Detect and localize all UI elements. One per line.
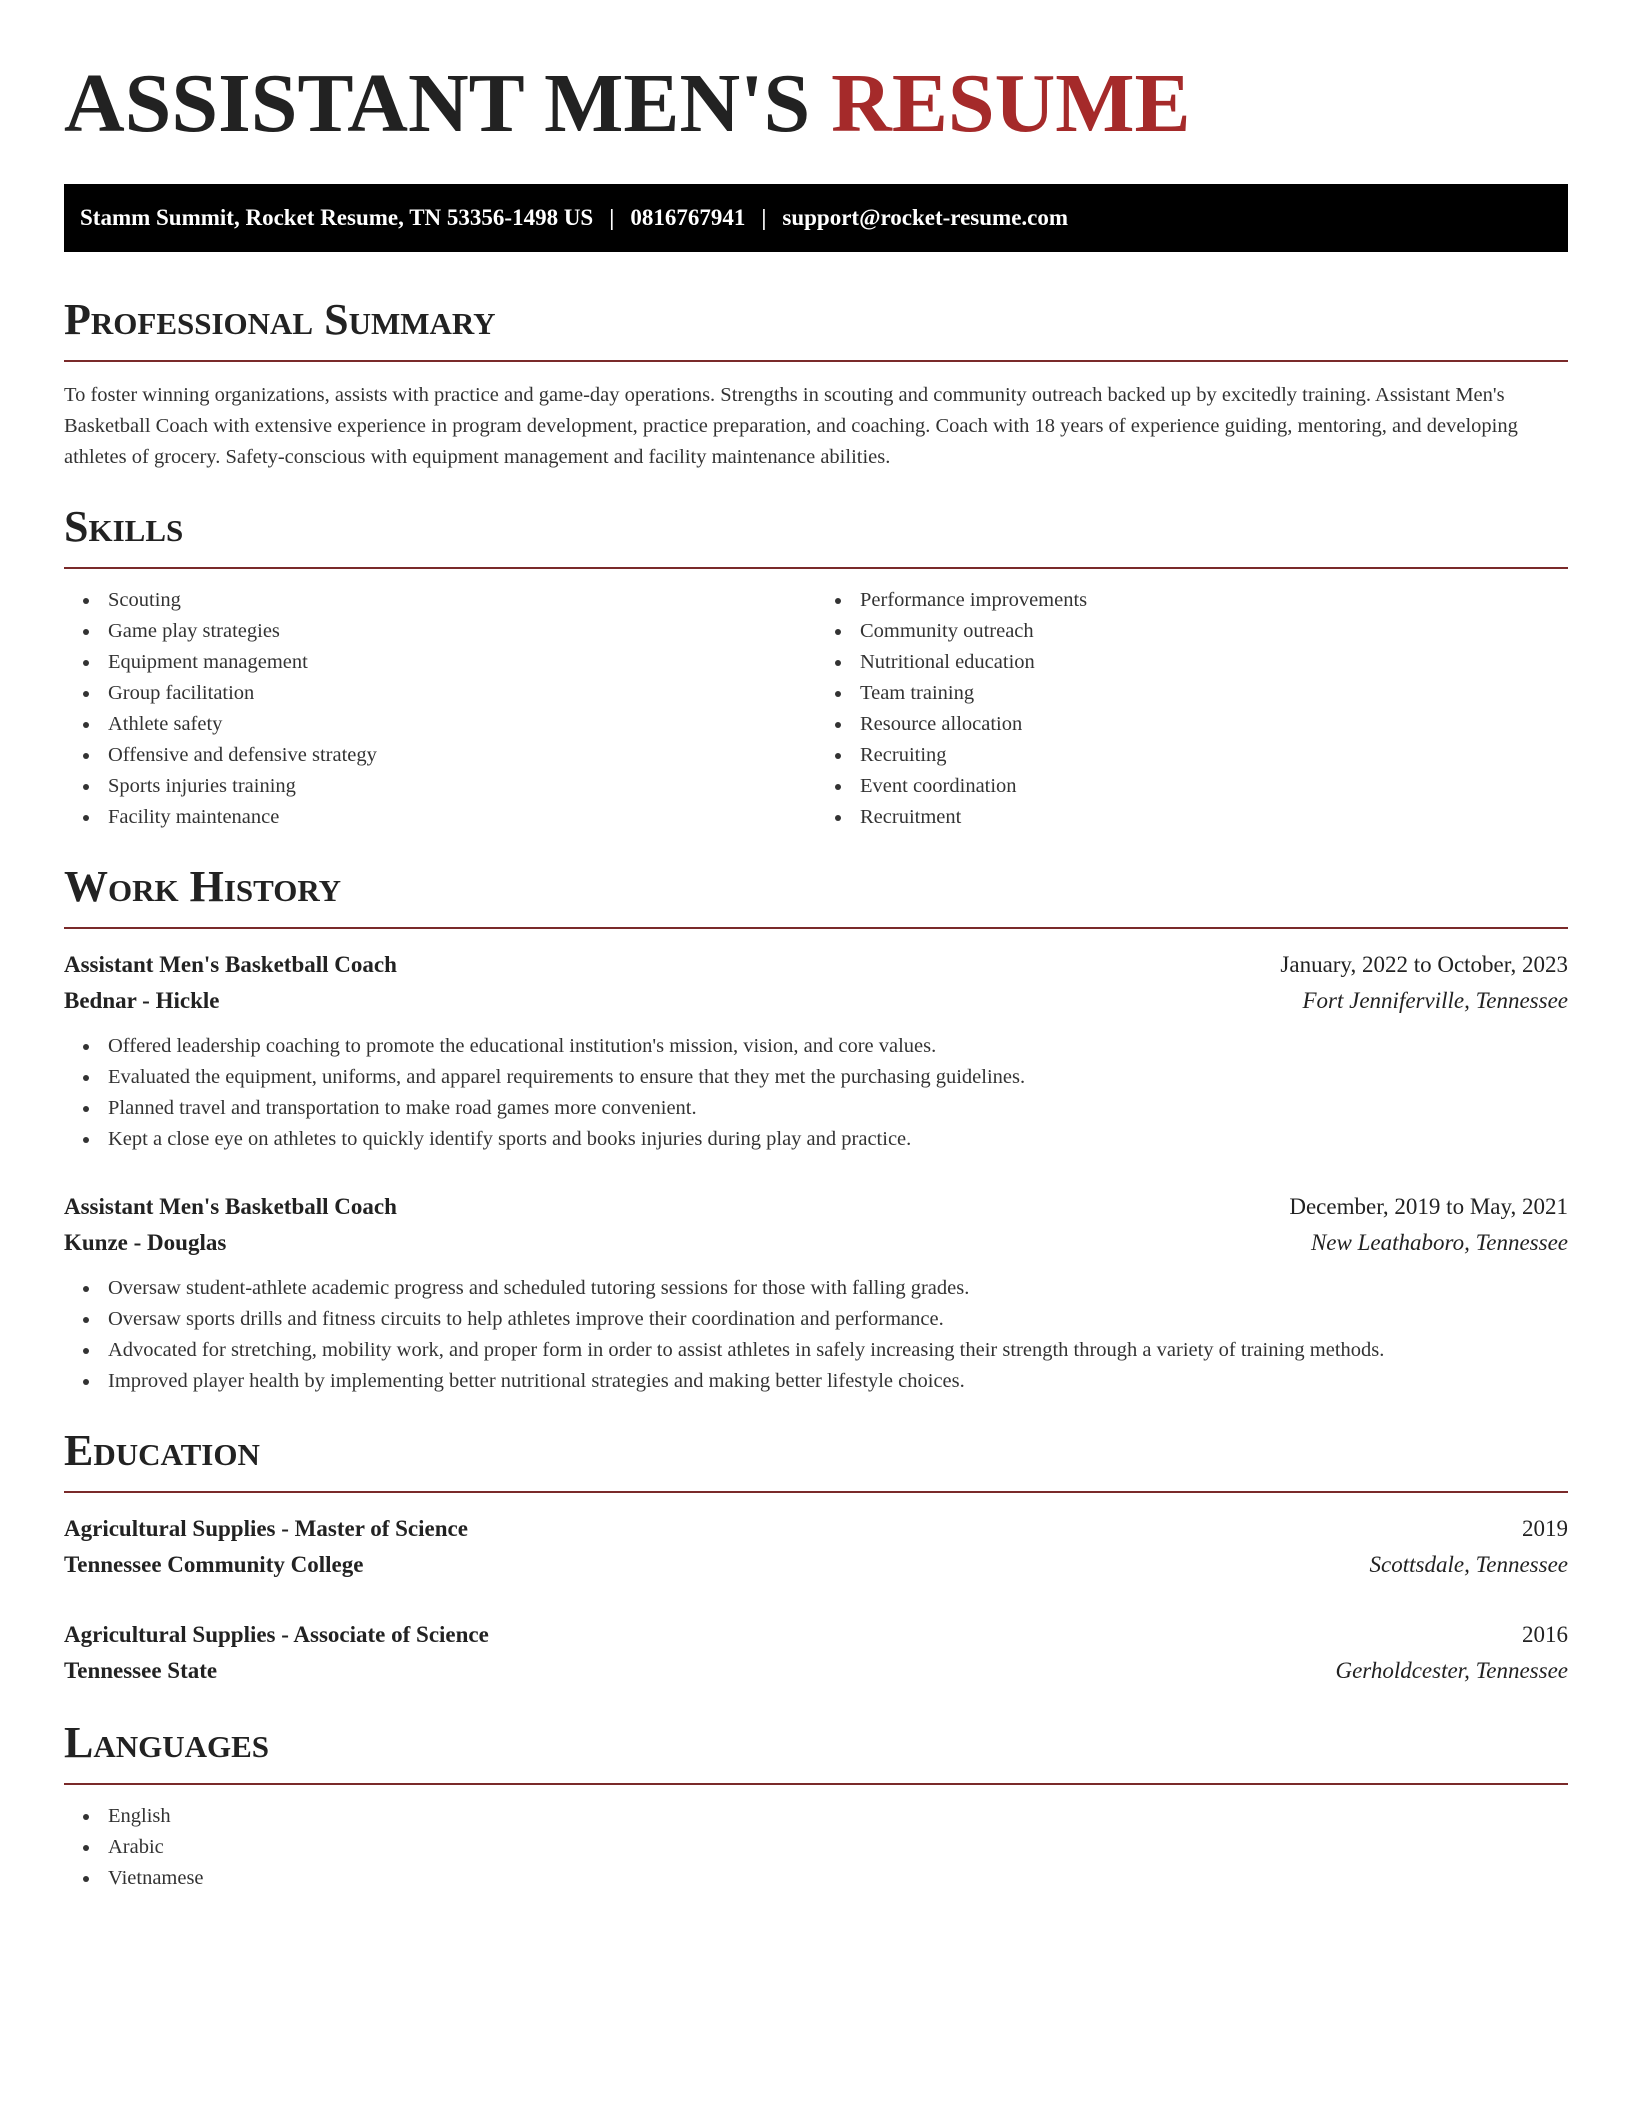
skill-item: Athlete safety <box>108 709 816 740</box>
job-entry <box>64 1189 1568 1397</box>
skills-list-right <box>816 585 1568 833</box>
skill-item: Group facilitation <box>108 678 816 709</box>
education-school-row <box>64 1547 1568 1583</box>
summary-heading: Professional Summary <box>64 294 1568 362</box>
education-year: 2016 <box>1522 1622 1568 1647</box>
language-item: Vietnamese <box>108 1863 1568 1894</box>
skill-item: Resource allocation <box>860 709 1568 740</box>
job-duty: Evaluated the equipment, uniforms, and apparel requirements to ensure that they met the purchasing guidelines. <box>108 1062 1568 1093</box>
skills-column-right <box>816 585 1568 833</box>
summary-section <box>64 294 1568 473</box>
job-location: New Leathaboro, Tennessee <box>1310 1230 1568 1255</box>
resume-title <box>64 56 1568 152</box>
job-duty: Advocated for stretching, mobility work, and proper form in order to assist athletes in safely increasing their strength through a variety of training methods. <box>108 1335 1568 1366</box>
work-history-section <box>64 861 1568 1397</box>
education-heading: Education <box>64 1425 1568 1493</box>
job-duty: Kept a close eye on athletes to quickly identify sports and books injuries during play and practice. <box>108 1124 1568 1155</box>
skill-item: Equipment management <box>108 647 816 678</box>
education-section <box>64 1425 1568 1689</box>
job-dates: January, 2022 to October, 2023 <box>1280 952 1568 977</box>
skill-item: Offensive and defensive strategy <box>108 740 816 771</box>
skills-section <box>64 501 1568 833</box>
job-title: Assistant Men's Basketball Coach <box>64 1194 397 1219</box>
skills-list-left <box>64 585 816 833</box>
education-school: Tennessee Community College <box>64 1552 364 1577</box>
contact-bar <box>64 184 1568 252</box>
job-duty: Planned travel and transportation to make road games more convenient. <box>108 1093 1568 1124</box>
skill-item: Game play strategies <box>108 616 816 647</box>
job-dates: December, 2019 to May, 2021 <box>1289 1194 1568 1219</box>
education-year: 2019 <box>1522 1516 1568 1541</box>
skill-item: Facility maintenance <box>108 802 816 833</box>
contact-phone: 0816767941 <box>630 205 746 230</box>
skills-heading: Skills <box>64 501 1568 569</box>
job-entry <box>64 947 1568 1155</box>
education-header-row <box>64 1617 1568 1653</box>
skill-item: Recruitment <box>860 802 1568 833</box>
skill-item: Nutritional education <box>860 647 1568 678</box>
education-school: Tennessee State <box>64 1658 218 1683</box>
job-location: Fort Jenniferville, Tennessee <box>1302 988 1568 1013</box>
job-header-row <box>64 1189 1568 1225</box>
education-degree: Agricultural Supplies - Master of Science <box>64 1516 468 1541</box>
job-duty: Improved player health by implementing better nutritional strategies and making better lifestyle choices. <box>108 1366 1568 1397</box>
skill-item: Performance improvements <box>860 585 1568 616</box>
languages-heading: Languages <box>64 1717 1568 1785</box>
contact-address: Stamm Summit, Rocket Resume, TN 53356-1498 US <box>80 205 594 230</box>
job-duties-list <box>64 1273 1568 1397</box>
skills-column-left <box>64 585 816 833</box>
skills-grid <box>64 585 1568 833</box>
job-company: Kunze - Douglas <box>64 1230 227 1255</box>
language-item: English <box>108 1801 1568 1832</box>
skill-item: Recruiting <box>860 740 1568 771</box>
education-school-row <box>64 1653 1568 1689</box>
title-main: ASSISTANT MEN'S <box>64 57 832 150</box>
languages-list <box>64 1801 1568 1894</box>
education-header-row <box>64 1511 1568 1547</box>
skill-item: Event coordination <box>860 771 1568 802</box>
summary-text: To foster winning organizations, assists with practice and game-day operations. Strengths in scouting and community outreach backed up by excitedly training. Assistant Men's Basketball Coach with extensive experience in program development, practice preparation, and coaching. Coach with 18 years of experience guiding, mentoring, and developing athletes of grocery. Safety-conscious with equipment management and facility maintenance abilities. <box>64 384 1518 468</box>
job-duties-list <box>64 1031 1568 1155</box>
job-duty: Oversaw sports drills and fitness circuits to help athletes improve their coordination and performance. <box>108 1304 1568 1335</box>
work-history-heading: Work History <box>64 861 1568 929</box>
education-degree: Agricultural Supplies - Associate of Science <box>64 1622 489 1647</box>
skill-item: Team training <box>860 678 1568 709</box>
job-title: Assistant Men's Basketball Coach <box>64 952 397 977</box>
skill-item: Sports injuries training <box>108 771 816 802</box>
language-item: Arabic <box>108 1832 1568 1863</box>
languages-section <box>64 1717 1568 1894</box>
education-location: Gerholdcester, Tennessee <box>1335 1658 1568 1683</box>
job-duty: Oversaw student-athlete academic progress and scheduled tutoring sessions for those with falling grades. <box>108 1273 1568 1304</box>
education-location: Scottsdale, Tennessee <box>1369 1552 1568 1577</box>
contact-email: support@rocket-resume.com <box>782 205 1069 230</box>
title-accent: RESUME <box>831 57 1191 150</box>
job-header-row <box>64 947 1568 983</box>
job-company-row <box>64 983 1568 1019</box>
job-company: Bednar - Hickle <box>64 988 220 1013</box>
job-duty: Offered leadership coaching to promote the educational institution's mission, vision, and core values. <box>108 1031 1568 1062</box>
contact-separator: | <box>609 205 615 230</box>
skill-item: Scouting <box>108 585 816 616</box>
job-company-row <box>64 1225 1568 1261</box>
education-entry <box>64 1617 1568 1689</box>
skill-item: Community outreach <box>860 616 1568 647</box>
education-entry <box>64 1511 1568 1583</box>
contact-separator: | <box>761 205 767 230</box>
